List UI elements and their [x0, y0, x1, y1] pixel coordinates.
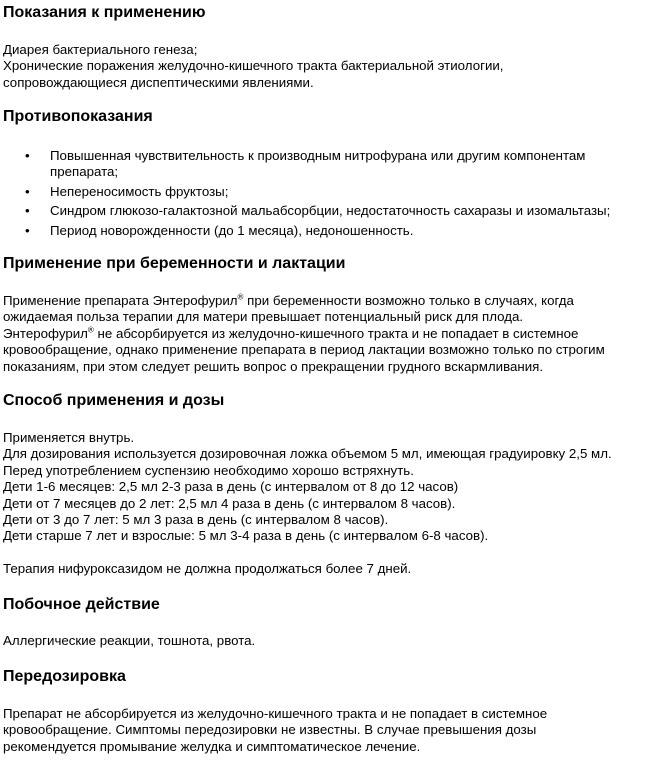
- list-item-text: Синдром глюкозо-галактозной мальабсорбции, недостаточность сахаразы и изомальтазы;: [50, 203, 611, 219]
- overdose-body: [3, 706, 655, 755]
- side-effects-heading: Побочное действие: [3, 596, 160, 613]
- list-item-text: Период новорожденности (до 1 месяца), недоношенность.: [50, 222, 414, 238]
- pregnancy-heading: Применение при беременности и лактации: [3, 255, 346, 272]
- pregnancy-line: показаниям, при этом следует решить вопрос о прекращении грудного вскармливания.: [3, 358, 544, 374]
- dosage-line: Перед употреблением суспензию необходимо хорошо встряхнуть.: [3, 462, 414, 478]
- list-item-text: препарата;: [50, 164, 119, 180]
- bullet-icon: •: [25, 203, 30, 219]
- indications-line: Диарея бактериального генеза;: [3, 42, 198, 57]
- pregnancy-text: не абсорбируется из желудочно-кишечного тракта и не попадает в системное: [93, 325, 579, 341]
- side-effects-text: Аллергические реакции, тошнота, рвота.: [3, 633, 256, 648]
- indications-line: сопровождающиеся диспептическими явлениями.: [3, 74, 314, 90]
- dosage-line: Дети старше 7 лет и взрослые: 5 мл 3-4 раза в день (с интервалом 6-8 часов).: [3, 528, 489, 544]
- dosage-line: Дети от 7 месяцев до 2 лет: 2,5 мл 4 раза в день (с интервалом 8 часов).: [3, 495, 456, 511]
- overdose-heading: Передозировка: [3, 668, 126, 685]
- bullet-icon: •: [25, 222, 30, 238]
- list-item-text: Непереносимость фруктозы;: [50, 183, 229, 199]
- dosage-line: Дети 1-6 месяцев: 2,5 мл 2-3 раза в день (с интервалом от 8 до 12 часов): [3, 479, 459, 495]
- pregnancy-text: Энтерофурил: [3, 325, 88, 341]
- pregnancy-text: при беременности возможно только в случаях, когда: [243, 293, 574, 308]
- list-item: [3, 184, 655, 200]
- pregnancy-line: [3, 293, 655, 309]
- pregnancy-body: [3, 293, 655, 375]
- pregnancy-line: ожидаемая польза терапии для матери превышает потенциальный риск для плода.: [3, 309, 524, 325]
- overdose-line: Препарат не абсорбируется из желудочно-кишечного тракта и не попадает в системное: [3, 706, 548, 721]
- pregnancy-line: [3, 326, 655, 342]
- pregnancy-text: Применение препарата Энтерофурил: [3, 293, 238, 308]
- registered-mark: ®: [237, 292, 244, 302]
- indications-body: [3, 42, 504, 91]
- bullet-icon: •: [25, 148, 30, 163]
- contraindications-list: [3, 148, 655, 239]
- contraindications-heading: Противопоказания: [3, 108, 153, 125]
- indications-heading: Показания к применению: [3, 4, 206, 21]
- list-item-text: Повышенная чувствительность к производным нитрофурана или другим компонентам: [50, 148, 586, 163]
- bullet-icon: •: [25, 183, 30, 199]
- overdose-line: рекомендуется промывание желудка и симптоматическое лечение.: [3, 738, 421, 754]
- pregnancy-line: кровообращение, однако применение препарата в период лактации возможно только по строгим: [3, 342, 605, 358]
- list-item: [3, 203, 655, 219]
- dosage-line: Дети от 3 до 7 лет: 5 мл 3 раза в день (с интервалом 8 часов).: [3, 512, 389, 528]
- list-item: [3, 148, 655, 181]
- dosage-body: [3, 430, 658, 545]
- overdose-line: кровообращение. Симптомы передозировки не известны. В случае превышения дозы: [3, 722, 537, 738]
- dosage-line: Для дозирования используется дозировочная ложка объемом 5 мл, имеющая градуировку 2,5 мл.: [3, 446, 612, 462]
- indications-line: Хронические поражения желудочно-кишечного тракта бактериальной этиологии,: [3, 58, 504, 74]
- registered-mark: ®: [87, 325, 94, 335]
- dosage-line: Применяется внутрь.: [3, 430, 135, 445]
- list-item: [3, 223, 655, 239]
- dosage-heading: Способ применения и дозы: [3, 392, 225, 409]
- dosage-note: Терапия нифуроксазидом не должна продолжаться более 7 дней.: [3, 561, 412, 576]
